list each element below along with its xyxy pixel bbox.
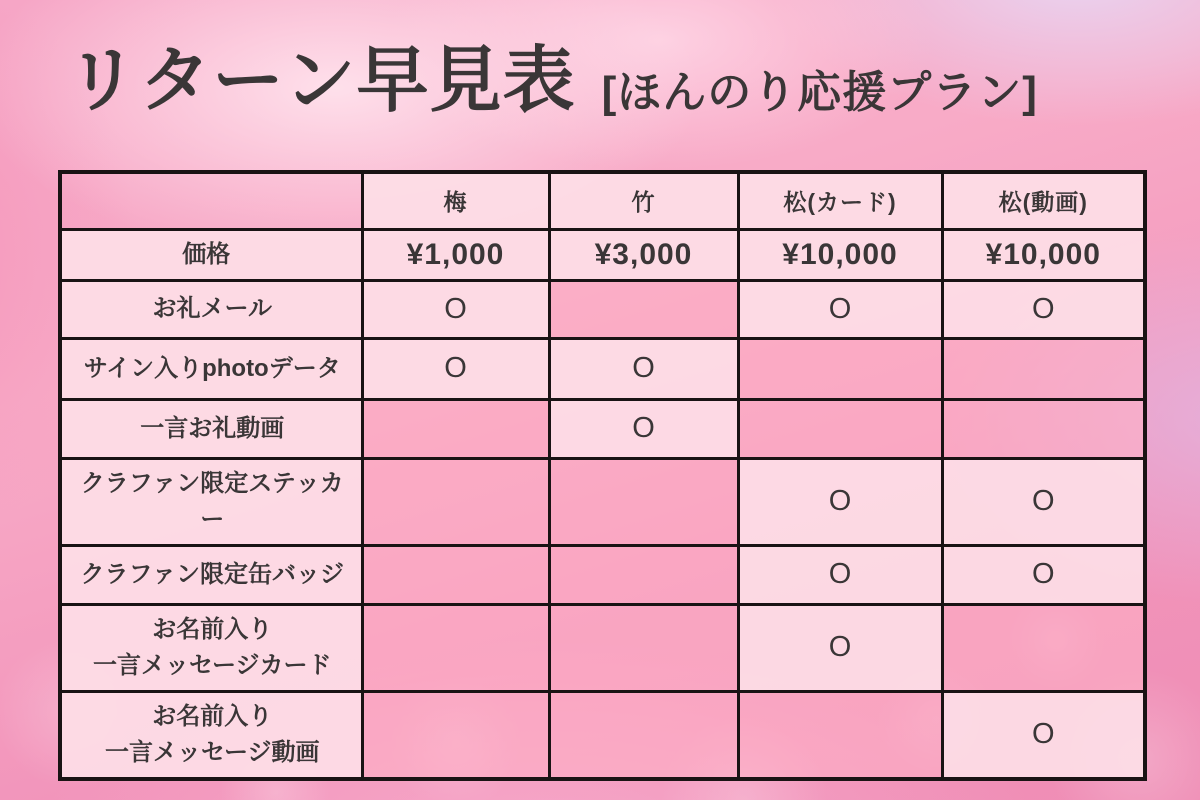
not-included-cell	[362, 604, 549, 691]
included-mark-cell: O	[738, 545, 942, 604]
column-header: 梅	[362, 172, 549, 229]
included-mark-cell: O	[738, 458, 942, 545]
price-cell: ¥1,000	[362, 229, 549, 280]
table-row	[60, 604, 1145, 691]
table-body	[60, 229, 1145, 779]
not-included-cell	[362, 458, 549, 545]
included-mark-cell: O	[942, 458, 1145, 545]
not-included-cell	[362, 691, 549, 779]
table-row	[60, 545, 1145, 604]
reward-row-label	[60, 280, 362, 338]
row-label-line: 価格	[182, 240, 231, 268]
not-included-cell	[549, 280, 738, 338]
table-row	[60, 399, 1145, 458]
row-label-line: お名前入り	[152, 615, 273, 643]
not-included-cell	[549, 545, 738, 604]
reward-row-label	[60, 338, 362, 399]
row-label-line: お名前入り	[152, 702, 273, 730]
page-title: リターン早見表	[66, 41, 576, 121]
not-included-cell	[738, 399, 942, 458]
not-included-cell	[549, 458, 738, 545]
header-row	[60, 172, 1145, 229]
table-row	[60, 338, 1145, 399]
not-included-cell	[942, 604, 1145, 691]
plan-subtitle: [ほんのり応援プラン]	[601, 68, 1038, 117]
not-included-cell	[549, 604, 738, 691]
not-included-cell	[942, 338, 1145, 399]
included-mark-cell: O	[738, 280, 942, 338]
returns-table	[58, 170, 1147, 781]
corner-cell	[60, 172, 362, 229]
row-label-line: 一言お礼動画	[140, 414, 285, 442]
not-included-cell	[549, 691, 738, 779]
included-mark-cell: O	[362, 338, 549, 399]
price-cell: ¥10,000	[942, 229, 1145, 280]
row-label-line: サイン入りphotoデータ	[83, 354, 341, 382]
reward-row-label	[60, 545, 362, 604]
included-mark-cell: O	[942, 280, 1145, 338]
included-mark-cell: O	[549, 399, 738, 458]
table-row	[60, 458, 1145, 545]
price-cell: ¥10,000	[738, 229, 942, 280]
column-header: 松(動画)	[942, 172, 1145, 229]
not-included-cell	[362, 545, 549, 604]
included-mark-cell: O	[549, 338, 738, 399]
included-mark-cell: O	[362, 280, 549, 338]
reward-row-label	[60, 458, 362, 545]
table-row	[60, 229, 1145, 280]
not-included-cell	[738, 691, 942, 779]
reward-row-label	[60, 604, 362, 691]
row-label-line: 一言メッセージカード	[92, 651, 332, 679]
page-header	[66, 36, 1038, 126]
included-mark-cell: O	[942, 545, 1145, 604]
column-header: 松(カード)	[738, 172, 942, 229]
row-label-line: クラファン限定缶バッジ	[80, 560, 345, 588]
not-included-cell	[942, 399, 1145, 458]
row-label-line: お礼メール	[152, 295, 273, 322]
reward-row-label	[60, 399, 362, 458]
row-label-line: クラファン限定ステッカー	[80, 469, 344, 533]
table-row	[60, 280, 1145, 338]
included-mark-cell: O	[942, 691, 1145, 779]
reward-row-label	[60, 691, 362, 779]
column-header: 竹	[549, 172, 738, 229]
row-label-line: 一言メッセージ動画	[104, 738, 320, 766]
price-cell: ¥3,000	[549, 229, 738, 280]
not-included-cell	[362, 399, 549, 458]
included-mark-cell: O	[738, 604, 942, 691]
table-row	[60, 691, 1145, 779]
price-row-label	[60, 229, 362, 280]
not-included-cell	[738, 338, 942, 399]
